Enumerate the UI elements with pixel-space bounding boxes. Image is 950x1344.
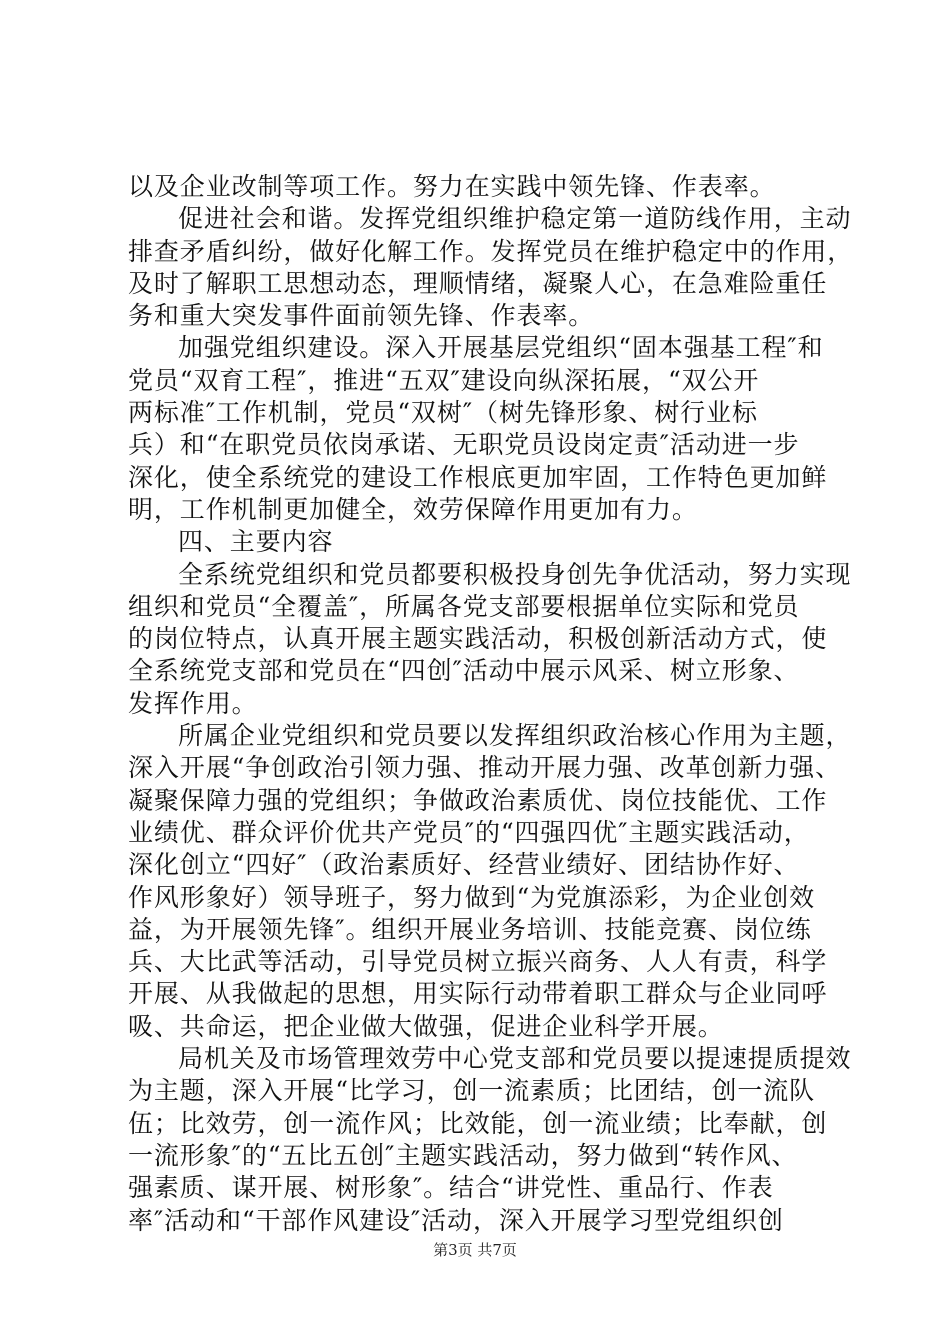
text-line-23: 作风形象好）领导班子，努力做到“为党旗添彩，为企业创效 (128, 882, 816, 912)
text-line-26: 开展、从我做起的思想，用实际行动带着职工群众与企业同呼 (128, 979, 828, 1009)
text-line-16: 全系统党支部和党员在“四创″活动中展示风采、树立形象、 (128, 656, 800, 686)
section-heading: 四、主要内容 (178, 527, 334, 557)
text-line-8: 两标准″工作机制，党员“双树″（树先锋形象、树行业标 (128, 398, 758, 428)
page-number: 第3页 共7页 (433, 1241, 517, 1259)
page-footer (0, 1240, 950, 1260)
text-line-9: 兵）和“在职党员依岗承诺、无职党员设岗定责″活动进一步 (128, 430, 800, 460)
text-line-14: 组织和党员“全覆盖″，所属各党支部要根据单位实际和党员 (128, 591, 800, 621)
text-line-1: 以及企业改制等项工作。努力在实践中领先锋、作表率。 (128, 172, 776, 201)
text-line-18: 所属企业党组织和党员要以发挥组织政治核心作用为主题， (178, 721, 852, 751)
text-line-31: 一流形象″的“五比五创″主题实践活动，努力做到“转作风、 (128, 1140, 798, 1170)
text-line-22: 深化创立“四好″（政治素质好、经营业绩好、团结协作好、 (128, 850, 800, 880)
text-line-29: 为主题，深入开展“比学习，创一流素质；比团结，创一流队 (128, 1076, 816, 1106)
text-line-6: 加强党组织建设。深入开展基层党组织“固本强基工程″和 (178, 333, 824, 363)
text-line-5: 务和重大突发事件面前领先锋、作表率。 (128, 301, 595, 331)
text-line-20: 凝聚保障力强的党组织；争做政治素质优、岗位技能优、工作 (128, 785, 828, 815)
text-line-4: 及时了解职工思想动态，理顺情绪，凝聚人心，在急难险重任 (128, 268, 828, 298)
text-line-30: 伍；比效劳，创一流作风；比效能，创一流业绩；比奉献，创 (128, 1108, 828, 1138)
text-line-3: 排查矛盾纠纷，做好化解工作。发挥党员在维护稳定中的作用， (128, 236, 854, 266)
text-line-27: 吸、共命运，把企业做大做强，促进企业科学开展。 (128, 1011, 724, 1041)
text-line-32: 强素质、谋开展、树形象″。结合“讲党性、重品行、作表 (128, 1173, 774, 1203)
text-line-28: 局机关及市场管理效劳中心党支部和党员要以提速提质提效 (178, 1044, 852, 1074)
text-line-21: 业绩优、群众评价优共产党员″的“四强四优″主题实践活动， (128, 817, 810, 847)
text-line-15: 的岗位特点，认真开展主题实践活动，积极创新活动方式，使 (128, 624, 828, 654)
text-line-10: 深化，使全系统党的建设工作根底更加牢固，工作特色更加鲜 (128, 462, 828, 492)
text-line-7: 党员“双育工程″，推进“五双″建设向纵深拓展，“双公开 (128, 365, 760, 395)
text-line-33: 率″活动和“干部作风建设″活动，深入开展学习型党组织创 (128, 1205, 784, 1235)
text-line-25: 兵、大比武等活动，引导党员树立振兴商务、人人有责，科学 (128, 947, 828, 977)
document-body (128, 171, 854, 1237)
text-line-13: 全系统党组织和党员都要积极投身创先争优活动，努力实现 (178, 559, 852, 589)
text-line-17: 发挥作用。 (128, 688, 258, 718)
text-line-11: 明，工作机制更加健全，效劳保障作用更加有力。 (128, 494, 698, 524)
text-line-19: 深入开展“争创政治引领力强、推动开展力强、改革创新力强、 (128, 753, 841, 783)
text-line-24: 益，为开展领先锋″。组织开展业务培训、技能竞赛、岗位练 (128, 914, 812, 944)
text-line-2: 促进社会和谐。发挥党组织维护稳定第一道防线作用，主动 (178, 204, 852, 234)
